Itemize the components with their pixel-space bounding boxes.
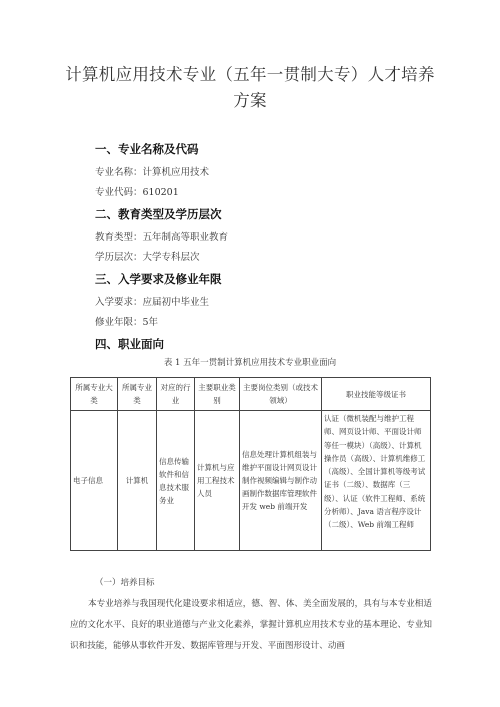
document-title: 计算机应用技术专业（五年一贯制大专）人才培养方案 <box>65 65 435 110</box>
table-header-row <box>71 378 431 411</box>
cell-occupation: 计算机与应用工程技术人员 <box>195 411 240 551</box>
cell-certificates: 认证（微机装配与维护工程师、网页设计师、平面设计师等任一模块）（高级）、计算机操作员（高级）、计算机维修工（高级）、全国计算机等级考试证书（二级）、数据库（三级）、认证（软件工程师、系统分析师）、Java 语言程序设计（二级）、Web 前端工程师 <box>322 411 431 551</box>
cell-positions: 信息处理计算机组装与维护平面设计网页设计制作视频编辑与制作动画制作数据库管理软件开发 web 前端开发 <box>240 411 322 551</box>
section-heading-4: 四、职业面向 <box>95 337 164 351</box>
table-row <box>71 411 431 551</box>
cell-major-category: 电子信息 <box>71 411 118 551</box>
major-code: 专业代码：610201 <box>95 187 179 198</box>
career-orientation-table <box>70 377 431 551</box>
header-industry: 对应的行业 <box>157 378 195 411</box>
admission-requirement: 入学要求：应届初中毕业生 <box>95 297 210 308</box>
section-heading-1: 一、专业名称及代码 <box>95 142 199 156</box>
header-major-class: 所属专业类 <box>118 378 157 411</box>
section-heading-2: 二、教育类型及学历层次 <box>95 207 222 221</box>
header-certificates: 职业技能等级证书 <box>322 378 431 411</box>
cell-major-class: 计算机 <box>118 411 157 551</box>
major-name: 专业名称：计算机应用技术 <box>95 167 210 178</box>
header-positions: 主要岗位类别（或技术领域） <box>240 378 322 411</box>
section-heading-3: 三、入学要求及修业年限 <box>95 272 222 286</box>
subheading-training-goal: （一）培养目标 <box>95 578 155 588</box>
education-type: 教育类型：五年制高等职业教育 <box>95 232 229 243</box>
table-caption: 表 1 五年一贯制计算机应用技术专业职业面向 <box>163 358 337 368</box>
study-duration: 修业年限：5年 <box>95 317 159 328</box>
header-occupation: 主要职业类别 <box>195 378 240 411</box>
cell-industry: 信息传输软件和信息技术服务业 <box>157 411 195 551</box>
body-paragraph: 本专业培养与我国现代化建设要求相适应，德、智、体、美全面发展的，具有与本专业相适应的文化水平、良好的职业道德与产业文化素养，掌握计算机应用技术专业的基本理论、专业知识和技能，能够从事软件开发、数据库管理与开发、平面图形设计、动画 <box>70 599 432 651</box>
header-major-category: 所属专业大类 <box>71 378 118 411</box>
education-level: 学历层次：大学专科层次 <box>95 252 200 263</box>
